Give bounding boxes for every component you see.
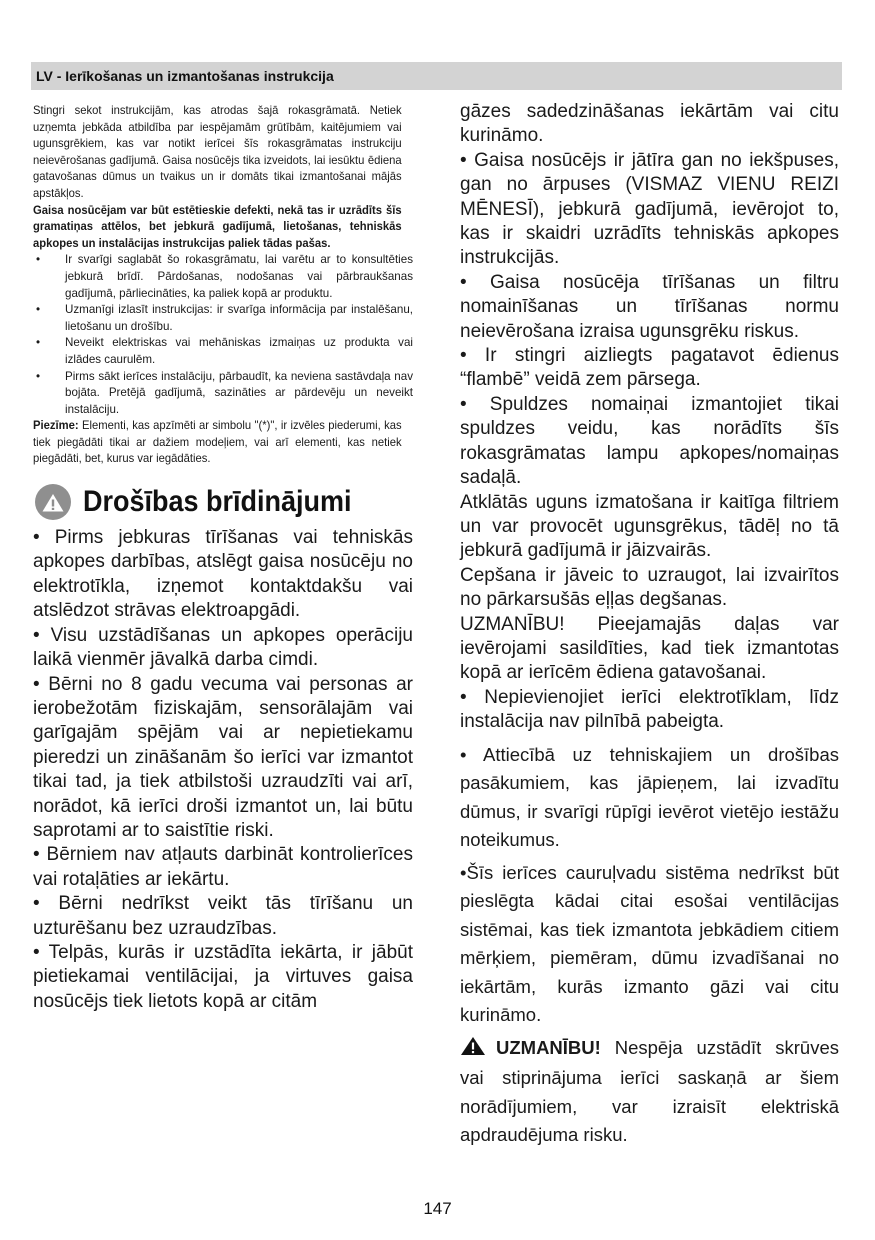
warning-triangle-icon: [35, 484, 71, 520]
safety-paragraph: • Spuldzes nomaiņai izmantojiet tikai spuldzes veidu, kas norādīts šīs rokasgrāmatas lampu apkopes/nomaiņas sadaļā.: [460, 393, 839, 489]
note-label: Piezīme:: [33, 419, 79, 433]
note-text: Elementi, kas apzīmēti ar simbolu "(*)", ir izvēles piederumi, kas tiek piegādāti tikai ar dažiem modeļiem, vai arī elementi, kas netiek piegādāti, bet, kurus var iegādāties.: [33, 419, 402, 466]
safety-paragraph: • Telpās, kurās ir uzstādīta iekārta, ir jābūt pietiekamai ventilācijai, ja virtuves gaisa nosūcējs tiek lietots kopā ar citām: [33, 941, 413, 1012]
page-number: 147: [423, 1199, 452, 1218]
bullet-dot: •: [36, 253, 41, 267]
safety-paragraph: Cepšana ir jāveic to uzraugot, lai izvairītos no pārkarsušās eļļas degšanas.: [460, 564, 839, 611]
safety-paragraph: gāzes sadedzināšanas iekārtām vai citu kurināmo.: [460, 101, 839, 147]
list-item: • Uzmanīgi izlasīt instrukcijas: ir svarīga informācija par instalēšanu, lietošanu un drošību.: [36, 303, 413, 333]
note-paragraph: [33, 418, 402, 468]
safety-paragraph: UZMANĪBU! Pieejamajās daļas var ievērojami sasildīties, kad tiek izmantotas kopā ar ierīcēm ēdiena gatavošanai.: [460, 613, 839, 684]
safety-paragraph: • Gaisa nosūcēja tīrīšanas un filtru nomainīšanas un tīrīšanas normu neievērošana izraisa ugunsgrēku riskus.: [460, 271, 839, 342]
safety-paragraph: • Bērni nedrīkst veikt tās tīrīšanu un uzturēšanu bez uzraudzības.: [33, 893, 413, 939]
bullet-dot: •: [36, 303, 41, 317]
bullet-dot: •: [36, 369, 41, 383]
safety-paragraph: • Attiecībā uz tehniskajiem un drošības pasākumiem, kas jāpieņem, lai izvadītu dūmus, ir svarīgi rūpīgi ievērot vietējo iestāžu noteikumus.: [460, 743, 839, 851]
left-column: [33, 103, 413, 1014]
intro-bullet-list: [33, 252, 413, 418]
intro-paragraph: Stingri sekot instrukcijām, kas atrodas šajā rokasgrāmatā. Netiek uzņemta jebkāda atbildība par iespējamām grūtībām, kaitējumiem vai ugunsgrēkiem, kas var notikt ierīcei šīs rokasgrāmatas instrukciju neievērošanas gadījumā. Gaisa nosūcējs tika izveidots, lai iesūktu ēdiena gatavošanas dūmus un tvaikus un ir domāts tikai izmantošanai mājās apstākļos.: [33, 104, 402, 200]
safety-paragraph: • Nepievienojiet ierīci elektrotīklam, līdz instalācija nav pilnībā pabeigta.: [460, 686, 839, 733]
page-header: [31, 62, 842, 90]
safety-paragraph: • Bērniem nav atļauts darbināt kontrolierīces vai rotaļāties ar iekārtu.: [33, 844, 413, 890]
right-column: [460, 100, 839, 1150]
safety-paragraph: • Gaisa nosūcējs ir jātīra gan no iekšpuses, gan no ārpuses (VISMAZ VIENU REIZI MĒNESĪ), jebkurā gadījumā, ievērojot to, kas ir skaidri uzrādīts tehniskās apkopes instrukcijās.: [460, 149, 839, 269]
warning-triangle-icon: [460, 1036, 486, 1065]
safety-paragraph: • Ir stingri aizliegts pagatavot ēdienus “flambē” veidā zem pārsega.: [460, 345, 839, 391]
safety-paragraph: • Visu uzstādīšanas un apkopes operāciju laikā vienmēr jāvalkā darba cimdi.: [33, 624, 413, 671]
intro-bold-paragraph: Gaisa nosūcējam var būt estētieskie defekti, nekā tas ir uzrādīts šīs gramatiņas attēlos, bet jebkurā gadījumā, lietošanas, tehniskās apkopes un instalācijas instrukcijas paliek tādas pašas.: [33, 203, 402, 250]
safety-paragraph: •Šīs ierīces cauruļvadu sistēma nedrīkst būt pieslēgta kādai citai esošai ventilācijas sistēmai, kas tiek izmantota jebkādiem citiem mērķiem, piemēram, dūmu izvadīšanai no iekārtām, kurās izmanto gāzi vai citu kurināmo.: [460, 861, 839, 1026]
list-item: • Ir svarīgi saglabāt šo rokasgrāmatu, lai varētu ar to konsultēties jebkurā brīdī. Pārdošanas, nodošanas vai pārbraukšanas gadījumā, pārliecināties, ka paliek kopā ar produktu.: [36, 253, 413, 300]
section-heading: [33, 484, 413, 520]
section-title: Drošības brīdinājumi: [83, 485, 352, 519]
caution-paragraph: [460, 1034, 839, 1150]
list-item: • Neveikt elektriskas vai mehāniskas izmaiņas uz produkta vai izlādes caurulēm.: [36, 336, 413, 366]
bullet-dot: •: [36, 336, 41, 350]
caution-text: Nespēja uzstādīt skrūves vai stiprinājuma ierīci saskaņā ar šiem norādījumiem, var izraisīt elektriskā apdraudējuma risku.: [460, 1036, 839, 1146]
list-item: • Pirms sākt ierīces instalāciju, pārbaudīt, ka neviena sastāvdaļa nav bojāta. Pretējā gadījumā, sazināties ar pārdevēju un neveikt instalāciju.: [36, 369, 413, 416]
caution-label: UZMANĪBU!: [496, 1036, 601, 1058]
safety-paragraph: • Bērni no 8 gadu vecuma vai personas ar ierobežotām fiziskajām, sensorālajām vai garīgajām spējām vai ar nepietiekamu pieredzi un zināšanām šo ierīci var izmantot tikai tad, ja tiek atbilstoši uzraudzīti vai arī, norādot, kā ierīci droši izmantot un, lai būtu saprotami ar to saistītie riski.: [33, 673, 413, 841]
safety-paragraph: • Pirms jebkuras tīrīšanas vai tehniskās apkopes darbības, atslēgt gaisa nosūcēju no elektrotīkla, izņemot kontaktdakšu vai atslēdzot strāvas elektroapgādi.: [33, 527, 413, 622]
header-title: LV - Ierīkošanas un izmantošanas instrukcija: [36, 68, 334, 84]
safety-paragraph: Atklātās uguns izmatošana ir kaitīga filtriem un var provocēt ugunsgrēkus, tādēļ no tā jebkurā gadījumā ir jāizvairās.: [460, 491, 839, 562]
